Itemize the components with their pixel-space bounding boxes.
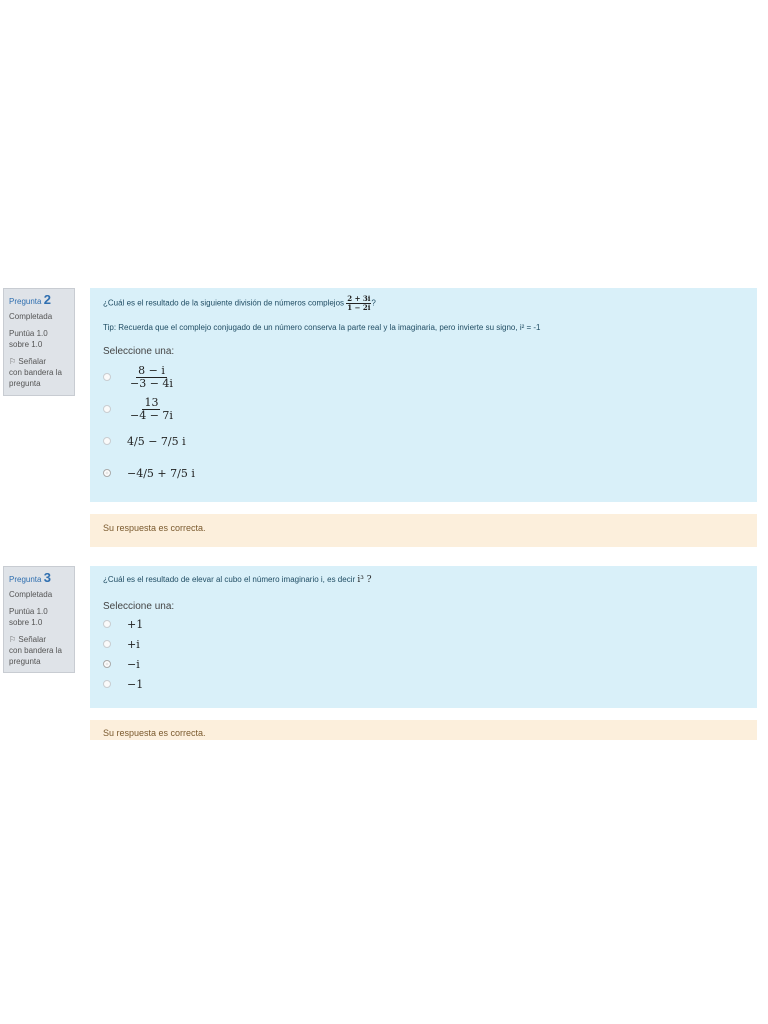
radio-button[interactable] — [103, 680, 111, 688]
answer-option-b[interactable]: +i — [103, 634, 744, 654]
option-expression: 4/5 − 7/5 i — [127, 434, 186, 448]
answer-option-d[interactable]: −1 — [103, 674, 744, 694]
question-state: Completada — [9, 312, 53, 321]
question-text: ¿Cuál es el resultado de elevar al cubo el número imaginario i, es decir i³ ? — [103, 575, 372, 585]
question-tip: Tip: Recuerda que el complejo conjugado de un número conserva la parte real y la imaginaria, pero invierte su signo, i² = -1 — [103, 323, 541, 332]
question-text: ¿Cuál es el resultado de la siguiente división de números complejos $\frac{2 + 3i}{1 - 2i}$ ? — [103, 294, 376, 312]
answer-option-d[interactable] — [103, 457, 744, 489]
radio-button[interactable] — [103, 640, 111, 648]
answer-option-a[interactable]: +1 — [103, 614, 744, 634]
question-state: Completada — [9, 590, 53, 599]
flag-icon: ⚐ — [9, 635, 17, 644]
question-number: Pregunta 3 — [9, 570, 51, 585]
flag-question-link[interactable]: ⚐ Señalar con bandera la pregunta — [9, 635, 62, 666]
radio-button-selected[interactable] — [103, 469, 111, 477]
answer-option-a[interactable]: $\frac{8 - i}{-3 - 4i}$ — [103, 361, 744, 393]
radio-button[interactable] — [103, 373, 111, 381]
question-feedback: Su respuesta es correcta. — [90, 514, 757, 547]
radio-button-selected[interactable] — [103, 660, 111, 668]
radio-button[interactable] — [103, 437, 111, 445]
question-grade: Puntúa 1.0 sobre 1.0 — [9, 329, 48, 349]
option-expression: −4/5 + 7/5 i — [127, 466, 195, 480]
flag-icon: ⚐ — [9, 357, 17, 366]
answer-option-b[interactable]: $\frac{13}{-4 - 7i}$ — [103, 393, 744, 425]
question-formulation — [90, 566, 757, 708]
question-grade: Puntúa 1.0 sobre 1.0 — [9, 607, 48, 627]
radio-button[interactable] — [103, 620, 111, 628]
answer-options — [103, 361, 744, 489]
answer-prompt: Seleccione una: — [103, 346, 175, 357]
question-info — [3, 288, 75, 396]
question-number: Pregunta 2 — [9, 292, 51, 307]
question-feedback: Su respuesta es correcta. — [90, 720, 757, 740]
question-fraction: $\frac{2 + 3i}{1 - 2i}$ — [347, 294, 371, 312]
answer-options — [103, 614, 744, 694]
question-formulation — [90, 288, 757, 502]
question-info — [3, 566, 75, 673]
answer-prompt: Seleccione una: — [103, 601, 175, 612]
answer-option-c[interactable] — [103, 425, 744, 457]
flag-question-link[interactable]: ⚐ Señalar con bandera la pregunta — [9, 357, 62, 388]
answer-option-c[interactable]: −i — [103, 654, 744, 674]
radio-button[interactable] — [103, 405, 111, 413]
